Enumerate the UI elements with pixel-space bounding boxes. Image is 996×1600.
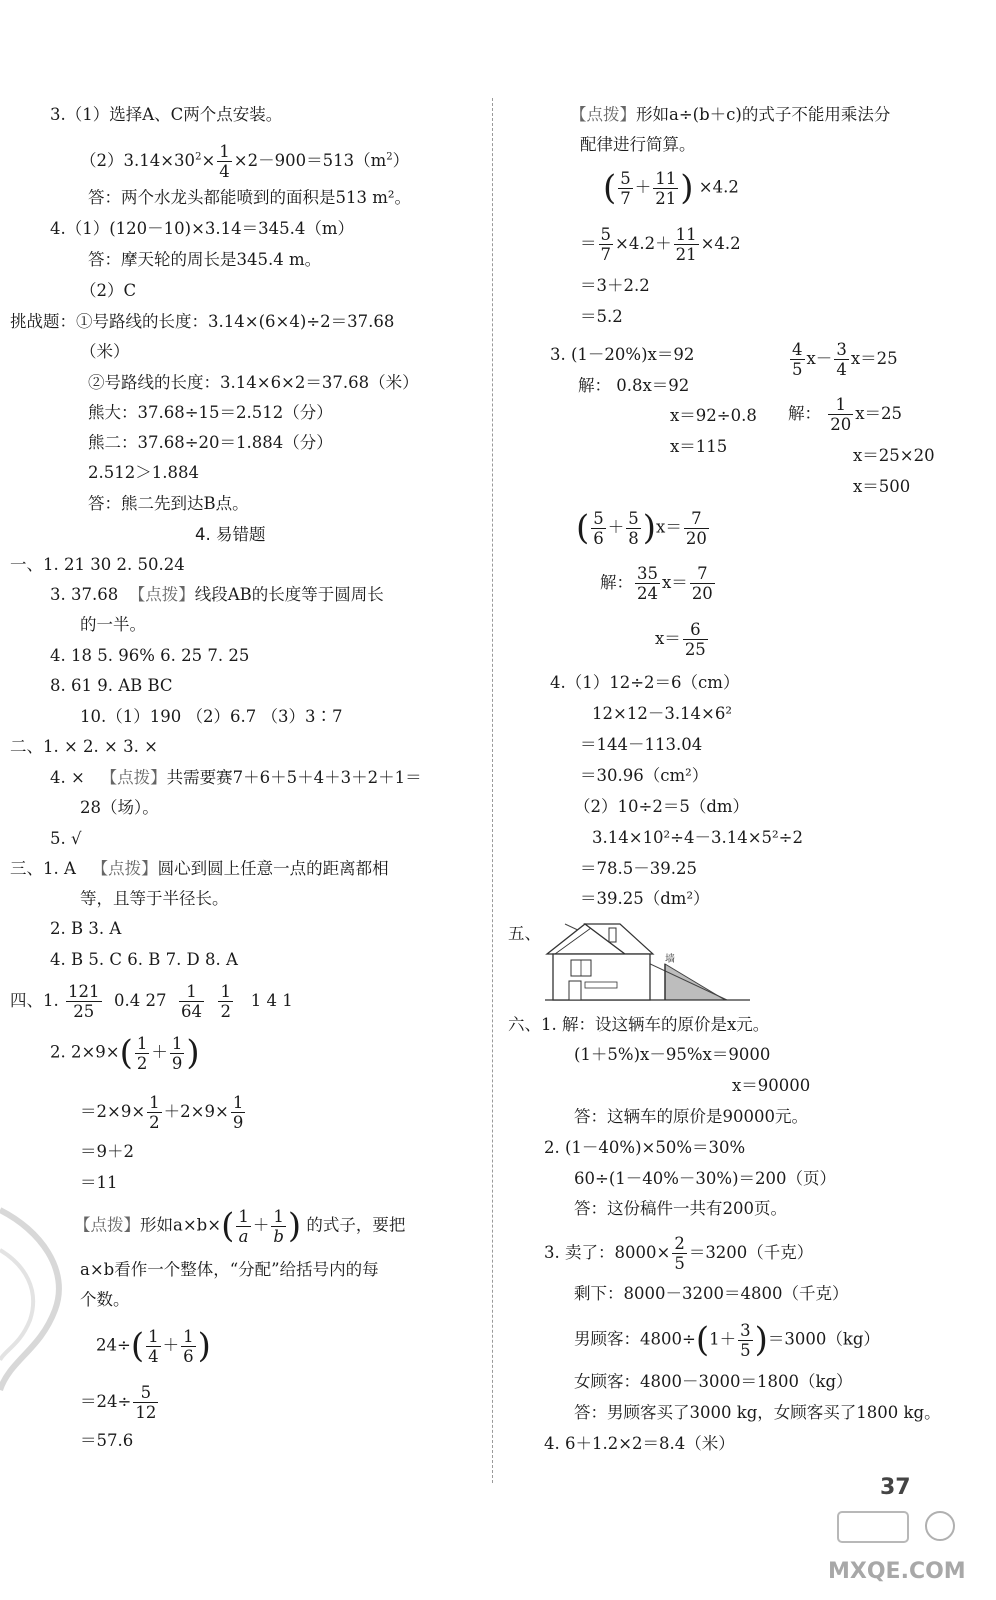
line: 熊大：37.68÷15＝2.512（分） <box>88 403 333 422</box>
line: 2. 2×9×( $\frac{1}{2}$ ＋ $\frac{1}{9}$ ) <box>50 1033 200 1073</box>
line: ＝ $\frac{5}{7}$ ×4.2＋ $\frac{11}{21}$ ×4.2 <box>580 225 741 264</box>
line: 4. B 5. C 6. B 7. D 8. A <box>50 950 238 969</box>
house-door <box>569 981 581 1000</box>
fraction: $\frac{1}{64}$ <box>180 982 202 1021</box>
fraction: $\frac{3}{5}$ <box>740 1320 751 1360</box>
line: ＝57.6 <box>80 1431 134 1450</box>
tip-tag: 【点拨】 <box>74 1215 140 1235</box>
line: 4. × 【点拨】共需要赛7＋6＋5＋4＋3＋2＋1＝ <box>50 768 422 787</box>
line: 4.（1）(120－10)×3.14＝345.4（m） <box>50 219 355 238</box>
fraction: $\frac{11}{21}$ <box>675 225 697 264</box>
chimney <box>609 928 616 942</box>
line: a×b看作一个整体，“分配”给括号内的每 <box>80 1260 379 1279</box>
answer-line: 答：这辆车的原价是90000元。 <box>574 1107 808 1126</box>
line: ＝39.25（dm²） <box>580 889 710 908</box>
line: x＝92÷0.8 <box>670 406 757 425</box>
fraction: $\frac{1}{2}$ <box>220 982 231 1021</box>
fraction: $\frac{7}{20}$ <box>691 564 713 603</box>
line: 8. 61 9. AB BC <box>50 676 173 695</box>
line: ( $\frac{5}{7}$ ＋ $\frac{11}{21}$ ) ×4.2 <box>603 168 739 208</box>
fraction: $\frac{3}{4}$ <box>836 340 847 379</box>
line: 一、1. 21 30 2. 50.24 <box>10 555 185 574</box>
answer-line: 答：摩天轮的周长是345.4 m。 <box>88 250 322 269</box>
column-divider <box>492 98 493 1483</box>
line: 剩下：8000－3200＝4800（千克） <box>574 1284 849 1303</box>
line: 配律进行简算。 <box>580 135 696 154</box>
line: $(2)3.14\times 30^2\times$ $\frac{1}{4}$ $\times 2-900=513(m^2)$ <box>80 142 410 181</box>
answer-line: 答：男顾客买了3000 kg，女顾客买了1800 kg。 <box>574 1403 941 1422</box>
line: 解： $\frac{1}{20}$ x＝25 <box>788 395 903 434</box>
line: 熊二：37.68÷20＝1.884（分） <box>88 433 333 452</box>
line: 4. 18 5. 96% 6. 25 7. 25 <box>50 646 250 665</box>
line: ( $\frac{5}{6}$ ＋ $\frac{5}{8}$ )x＝ $\frac{7}{20}$ <box>576 508 707 548</box>
line: 三、1. A 【点拨】圆心到圆上任意一点的距离都相 <box>10 859 389 878</box>
line: 2.512＞1.884 <box>88 463 199 482</box>
fraction: $\frac{5}{7}$ <box>620 168 631 208</box>
tip-tag: 【点拨】 <box>570 105 636 124</box>
fraction: $\frac{1}{9}$ <box>171 1033 183 1073</box>
watermark-logo <box>818 1508 968 1588</box>
line: 3.（1）选择A、C两个点安装。 <box>50 105 283 124</box>
line: 等，且等于半径长。 <box>80 889 229 908</box>
svg-text:MXQE.COM: MXQE.COM <box>828 1559 966 1584</box>
line: 五、 <box>508 924 541 943</box>
line: 4.（1）12÷2＝6（cm） <box>550 673 740 692</box>
line: 解： 0.8x＝92 <box>578 376 690 395</box>
line: 挑战题：①号路线的长度：3.14×(6×4)÷2＝37.68 <box>10 312 395 331</box>
line: 28（场）。 <box>80 798 159 817</box>
answer-line: 答：两个水龙头都能喷到的面积是513 m²。 <box>88 188 411 207</box>
fraction: $\frac{5}{6}$ <box>593 508 604 548</box>
line: x＝115 <box>670 437 728 456</box>
tip-tag: 【点拨】 <box>128 585 195 604</box>
line: ＝144－113.04 <box>580 735 703 754</box>
line: （2）C <box>80 281 137 300</box>
fraction: $\frac{4}{5}$ <box>792 340 803 379</box>
line: 的一半。 <box>80 615 146 634</box>
line: 3.14×10²÷4－3.14×5²÷2 <box>592 828 803 847</box>
answer-line: 答：这份稿件一共有200页。 <box>574 1199 787 1218</box>
fraction: $\frac{35}{24}$ <box>637 564 658 603</box>
fraction: $\frac{121}{25}$ <box>68 982 100 1021</box>
tip-tag: 【点拨】 <box>91 859 158 878</box>
line: 二、1. × 2. × 3. × <box>10 737 158 756</box>
line: (1＋5%)x－95%x＝9000 <box>574 1045 771 1064</box>
fraction: $\frac{2}{5}$ <box>674 1234 685 1273</box>
wall-label: 墙 <box>665 954 675 965</box>
line: 女顾客：4800－3000＝1800（kg） <box>574 1372 853 1391</box>
line: 4. 6＋1.2×2＝8.4（米） <box>544 1434 735 1453</box>
line: ＝5.2 <box>580 307 623 326</box>
decorative-swirl <box>0 1190 75 1420</box>
fraction: $\frac{6}{25}$ <box>684 620 706 659</box>
line: ＝11 <box>80 1173 118 1192</box>
line: 12×12－3.14×6² <box>592 704 732 723</box>
line: ＝2×9× $\frac{1}{2}$ ＋2×9× $\frac{1}{9}$ <box>80 1093 244 1132</box>
fraction: $\frac{1}{2}$ <box>149 1093 160 1132</box>
fraction: $\frac{11}{21}$ <box>655 168 677 208</box>
line: 2. (1－40%)×50%＝30% <box>544 1138 746 1157</box>
line: ②号路线的长度：3.14×6×2＝37.68（米） <box>88 373 419 392</box>
line: 男顾客：4800÷(1＋ $\frac{3}{5}$ )＝3000（kg） <box>574 1320 880 1360</box>
fraction: $\frac{1}{2}$ <box>136 1033 148 1073</box>
fraction: $\frac{5}{7}$ <box>600 225 611 264</box>
line: x＝25×20 <box>853 446 935 465</box>
tip-line: 【点拨】形如a÷(b＋c)的式子不能用乘法分 <box>570 105 891 124</box>
line: $\frac{4}{5}$ x－ $\frac{3}{4}$ x＝25 <box>792 340 898 379</box>
fraction: $\frac{5}{8}$ <box>628 508 639 548</box>
line: 3. 卖了：8000× $\frac{2}{5}$ ＝3200（千克） <box>544 1234 814 1273</box>
line: 六、1. 解：设这辆车的原价是x元。 <box>508 1015 770 1034</box>
line: ＝78.5－39.25 <box>580 859 697 878</box>
line: ＝3＋2.2 <box>580 276 650 295</box>
line: 2. B 3. A <box>50 919 122 938</box>
line: x＝500 <box>853 477 911 496</box>
fraction: $\frac{5}{12}$ <box>135 1383 157 1422</box>
line: 10.（1）190 （2）6.7 （3）3∶7 <box>80 707 343 726</box>
line: 3. (1－20%)x＝92 <box>550 345 695 364</box>
line: 3. 37.68 【点拨】线段AB的长度等于圆周长 <box>50 585 384 604</box>
fraction: $\frac{7}{20}$ <box>685 508 707 548</box>
tip-line: 【点拨】形如a×b×( $\frac{1}{a}$ ＋ $\frac{1}{b}$ ) 的式子，要把 <box>74 1206 406 1246</box>
fraction: $\frac{1}{a}$ <box>238 1206 249 1246</box>
tip-tag: 【点拨】 <box>100 768 167 787</box>
line: 解： $\frac{35}{24}$ x＝ $\frac{7}{20}$ <box>600 564 713 603</box>
house-body <box>553 954 650 1000</box>
answer-line: 答：熊二先到达B点。 <box>88 494 249 513</box>
line: ＝30.96（cm²） <box>580 766 709 785</box>
line: 5. √ <box>50 829 82 848</box>
line: ＝24÷ $\frac{5}{12}$ <box>80 1383 157 1422</box>
fraction: $\frac{1}{6}$ <box>183 1326 194 1366</box>
fraction: $\frac{1}{9}$ <box>232 1093 244 1132</box>
fraction: $\frac{1}{4}$ <box>219 142 230 181</box>
fraction: $\frac{1}{b}$ <box>273 1206 284 1246</box>
line: 四、1. $\frac{121}{25}$ 0.4 27 $\frac{1}{64}$ $\frac{1}{2}$ 1 4 1 <box>10 982 293 1021</box>
line: x＝90000 <box>732 1076 811 1095</box>
line: 60÷(1－40%－30%)＝200（页） <box>574 1169 837 1188</box>
section-title: 4. 易错题 <box>195 525 266 544</box>
page-number: 37 <box>880 1475 911 1500</box>
line: （米） <box>80 342 130 361</box>
line: 个数。 <box>80 1290 130 1309</box>
line: ＝9＋2 <box>80 1142 134 1161</box>
fraction: $\frac{1}{20}$ <box>830 395 852 434</box>
line: x＝ $\frac{6}{25}$ <box>655 620 706 659</box>
fraction: $\frac{1}{4}$ <box>148 1326 159 1366</box>
line: 24÷( $\frac{1}{4}$ ＋ $\frac{1}{6}$ ) <box>96 1326 211 1366</box>
house-shadow-diagram <box>545 918 755 1003</box>
line: （2）10÷2＝5（dm） <box>574 797 750 816</box>
